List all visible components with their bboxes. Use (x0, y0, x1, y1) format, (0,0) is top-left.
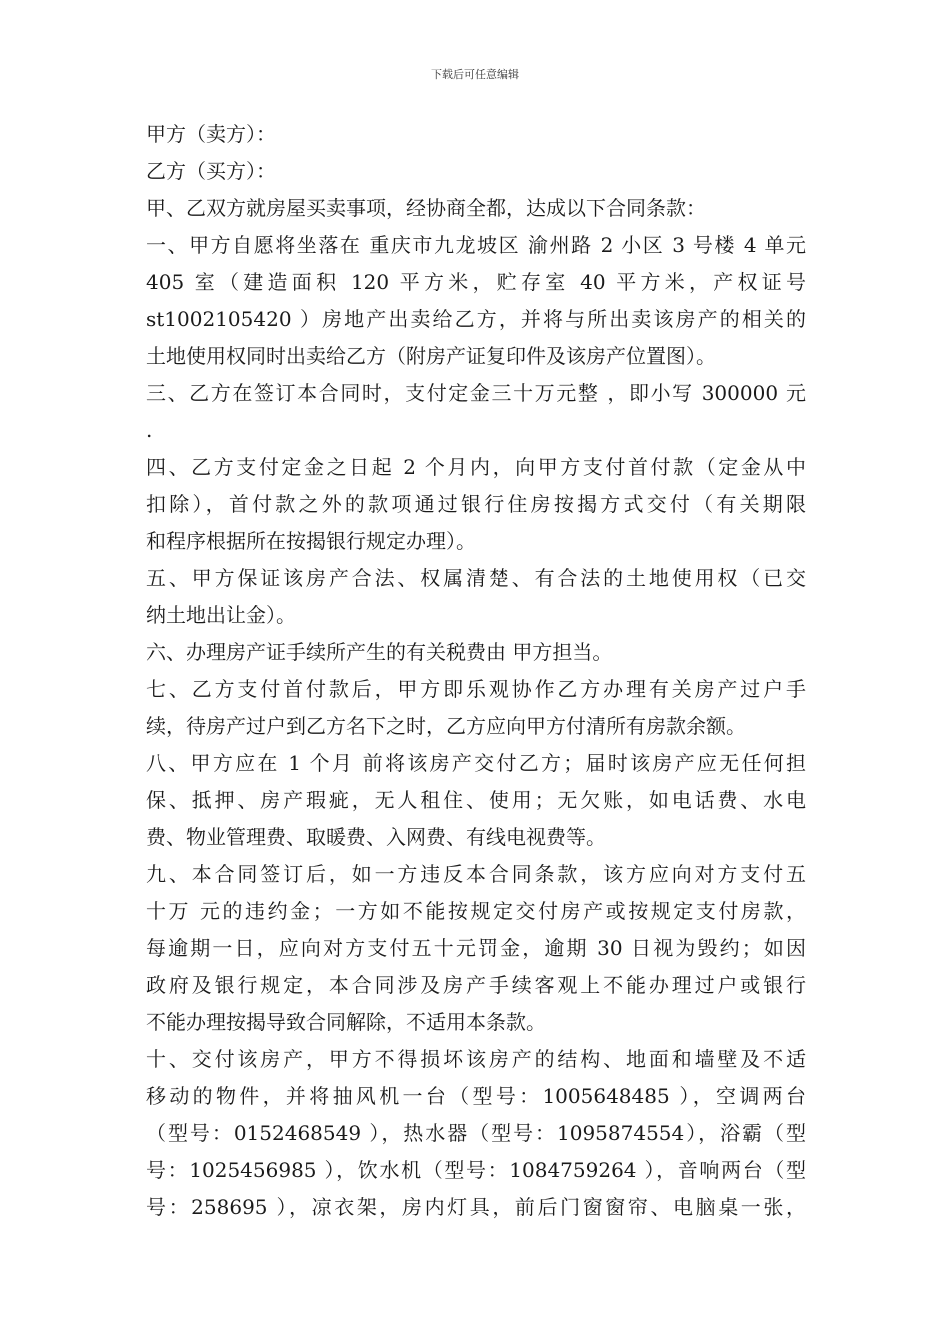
contract-text-line: 乙方（买方）： (146, 159, 276, 183)
contract-body (146, 116, 806, 1226)
contract-text-line: 七、乙方支付首付款后，甲方即乐观协作乙方办理有关房产过户手 (146, 677, 806, 701)
contract-text-line: 甲方（卖方）： (146, 122, 276, 146)
contract-text-line: 不能办理按揭导致合同解除，不适用本条款。 (146, 1010, 546, 1034)
contract-text-line: 保、抵押、房产瑕疵，无人租住、使用；无欠账，如电话费、水电 (146, 788, 806, 812)
contract-text-line: 续，待房产过户到乙方名下之时，乙方应向甲方付清所有房款余额。 (146, 714, 746, 738)
page-header-note: 下载后可任意编辑 (431, 68, 519, 81)
contract-text-line: 和程序根据所在按揭银行规定办理）。 (146, 529, 476, 553)
contract-text-line: 号：1025456985 ），饮水机（型号：1084759264 ），音响两台（型 (146, 1158, 806, 1182)
contract-text-line: 九、本合同签订后，如一方违反本合同条款，该方应向对方支付五 (146, 862, 806, 886)
contract-text-line: 十、交付该房产，甲方不得损坏该房产的结构、地面和墙壁及不适 (146, 1047, 806, 1071)
contract-text-line: 移动的物件，并将抽风机一台（型号：1005648485 ），空调两台 (146, 1084, 806, 1108)
contract-text-line: 四、乙方支付定金之日起 2 个月内，向甲方支付首付款（定金从中 (146, 455, 806, 479)
contract-text-line: 甲、乙双方就房屋买卖事项，经协商全都，达成以下合同条款： (146, 196, 706, 220)
contract-text-line: 五、甲方保证该房产合法、权属清楚、有合法的土地使用权（已交 (146, 566, 806, 590)
contract-text-line: 费、物业管理费、取暖费、入网费、有线电视费等。 (146, 825, 606, 849)
contract-text-line: 纳土地出让金）。 (146, 603, 296, 627)
contract-text-line: 六、办理房产证手续所产生的有关税费由 甲方担当。 (146, 640, 613, 664)
contract-text-line: 每逾期一日，应向对方支付五十元罚金，逾期 30 日视为毁约；如因 (146, 936, 806, 960)
contract-text-line: 扣除），首付款之外的款项通过银行住房按揭方式交付（有关期限 (146, 492, 806, 516)
contract-text-line: 三、乙方在签订本合同时，支付定金三十万元整 ，即小写 300000 元 (146, 381, 806, 405)
contract-text-line: 十万 元的违约金；一方如不能按规定交付房产或按规定支付房款， (146, 899, 806, 923)
contract-text-line: st1002105420 ）房地产出卖给乙方，并将与所出卖该房产的相关的 (146, 307, 806, 331)
contract-text-line: 土地使用权同时出卖给乙方（附房产证复印件及该房产位置图）。 (146, 344, 716, 368)
contract-text-line: 八、甲方应在 1 个月 前将该房产交付乙方；届时该房产应无任何担 (146, 751, 806, 775)
contract-text-line: 一、甲方自愿将坐落在 重庆市九龙坡区 渝州路 2 小区 3 号楼 4 单元 (146, 233, 806, 257)
contract-text-line: （型号：0152468549 ），热水器（型号：1095874554），浴霸（型 (146, 1121, 806, 1145)
contract-text-line: 405 室（建造面积 120 平方米，贮存室 40 平方米，产权证号 (146, 270, 806, 294)
contract-text-line: 号：258695 ），凉衣架，房内灯具，前后门窗窗帘、电脑桌一张， (146, 1195, 806, 1219)
contract-text-line: 政府及银行规定，本合同涉及房产手续客观上不能办理过户或银行 (146, 973, 806, 997)
contract-text-line: . (146, 418, 153, 442)
